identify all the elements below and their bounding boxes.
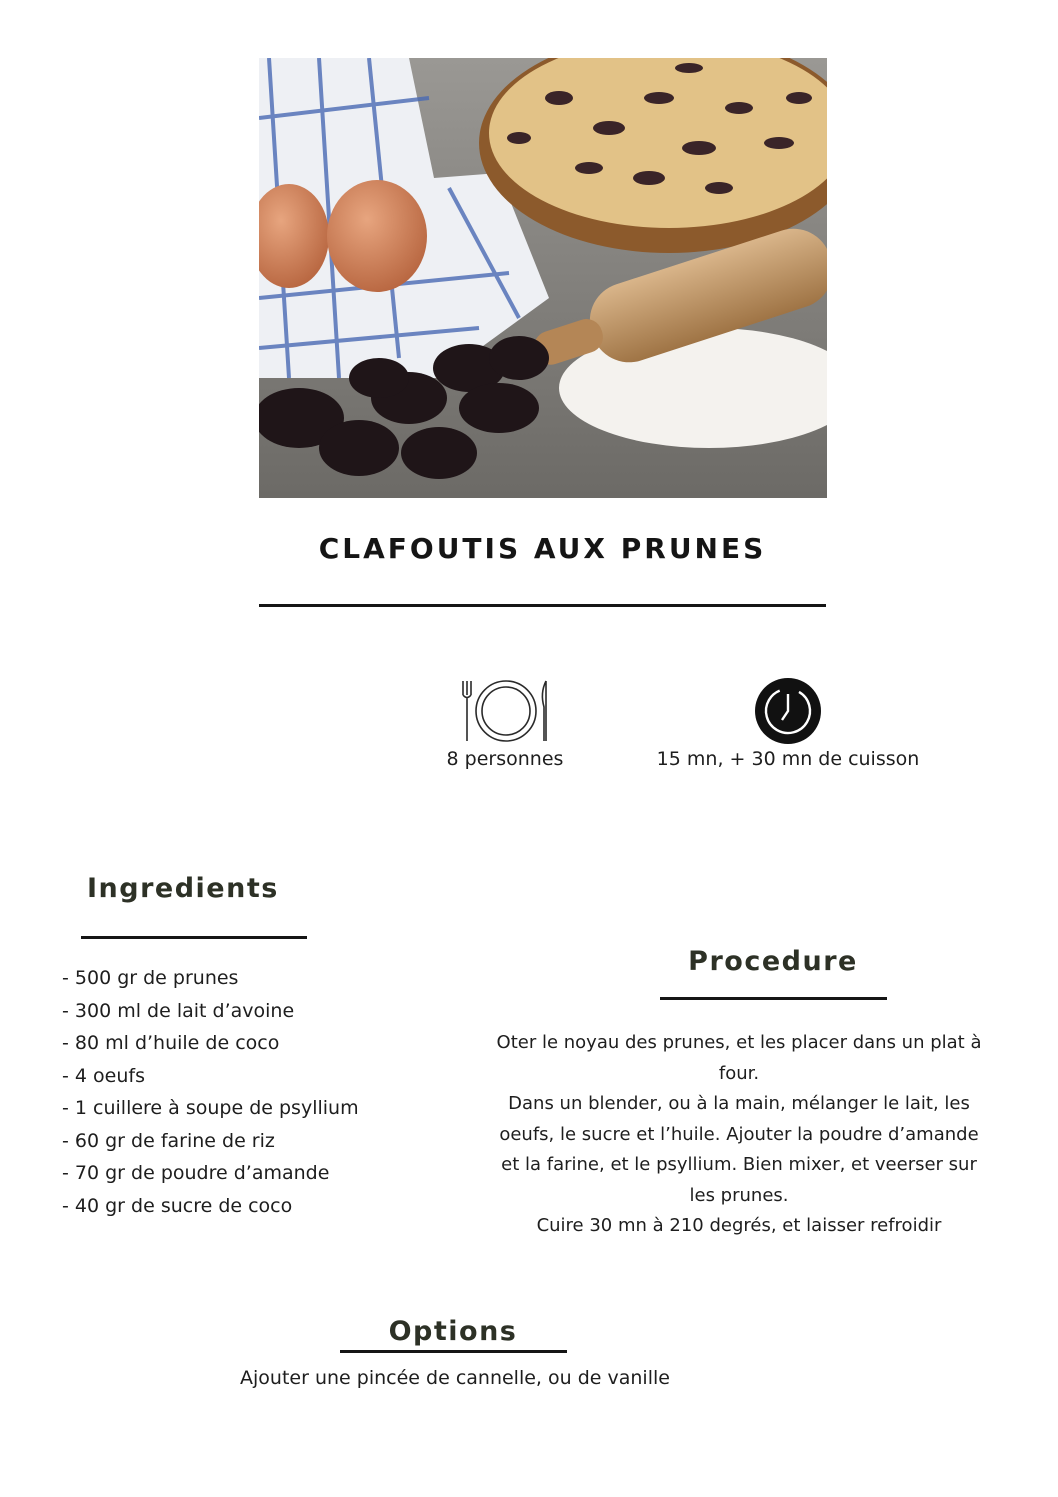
plate-cutlery-icon: [458, 678, 554, 744]
list-item: - 60 gr de farine de riz: [62, 1129, 275, 1152]
clafoutis-photo: [259, 58, 827, 498]
title-divider: [259, 604, 826, 607]
ingredients-list: [62, 962, 359, 1222]
options-divider: [340, 1350, 567, 1353]
list-item: - 500 gr de prunes: [62, 967, 239, 989]
list-item: - 80 ml d’huile de coco: [62, 1032, 280, 1054]
options-heading: Options: [388, 1316, 518, 1347]
procedure-text: [492, 1028, 986, 1242]
procedure-divider: [660, 997, 887, 1000]
ingredients-heading: Ingredients: [87, 873, 279, 904]
procedure-step: Dans un blender, ou à la main, mélanger le lait, les oeufs, le sucre et l’huile. Ajouter la poudre d’amande et la farine, et le psyllium. Bien mixer, et veerser sur les prunes.: [499, 1093, 979, 1206]
list-item: - 40 gr de sucre de coco: [62, 1194, 293, 1217]
list-item: - 1 cuillere à soupe de psyllium: [62, 1097, 359, 1119]
procedure-heading: Procedure: [688, 946, 858, 977]
ingredients-divider: [81, 936, 307, 939]
procedure-step: Oter le noyau des prunes, et les placer dans un plat à four.: [496, 1032, 982, 1084]
recipe-title: CLAFOUTIS AUX PRUNES: [318, 532, 767, 565]
time-text: 15 mn, + 30 mn de cuisson: [656, 748, 920, 770]
list-item: - 4 oeufs: [62, 1064, 145, 1087]
procedure-step: Cuire 30 mn à 210 degrés, et laisser refroidir: [536, 1215, 942, 1236]
list-item: - 70 gr de poudre d’amande: [62, 1162, 330, 1184]
servings-text: 8 personnes: [446, 748, 564, 770]
list-item: - 300 ml de lait d’avoine: [62, 999, 295, 1022]
clock-icon: [754, 677, 822, 745]
options-text: Ajouter une pincée de cannelle, ou de vanille: [240, 1367, 670, 1389]
